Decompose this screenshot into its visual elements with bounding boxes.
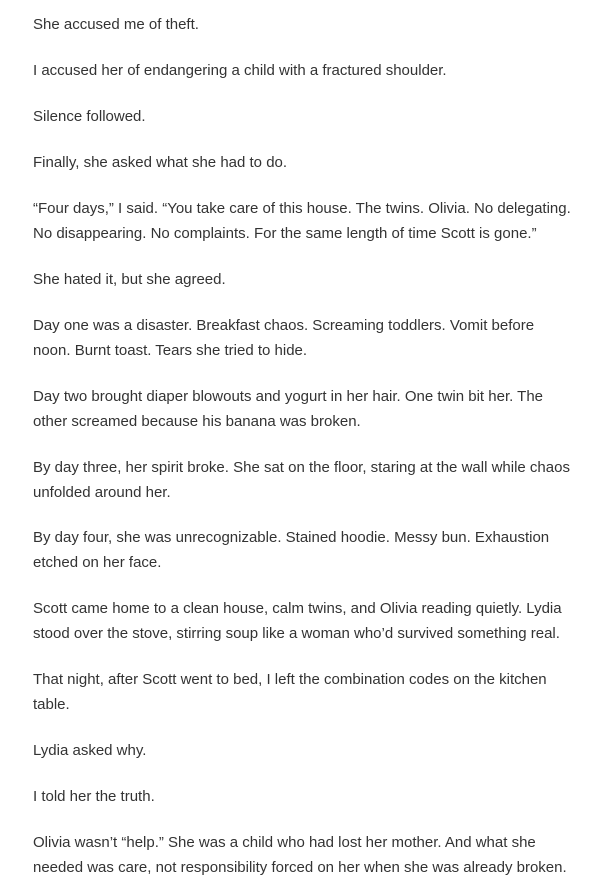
paragraph-line: Scott came home to a clean house, calm twins, and Olivia reading quietly. Lydia — [33, 600, 562, 617]
paragraph-line: She accused me of theft. — [33, 16, 199, 33]
paragraph-theft — [33, 12, 199, 37]
paragraph-line: I told her the truth. — [33, 788, 155, 805]
paragraph-line: By day four, she was unrecognizable. Stained hoodie. Messy bun. Exhaustion — [33, 529, 550, 546]
paragraph-line: She hated it, but she agreed. — [33, 271, 226, 288]
paragraph-day-three — [33, 455, 570, 505]
paragraph-that-night — [33, 667, 547, 717]
paragraph-agreed — [33, 267, 226, 292]
paragraph-scott-home — [33, 596, 562, 646]
paragraph-line: noon. Burnt toast. Tears she tried to hide. — [33, 342, 308, 359]
paragraph-day-four — [33, 525, 549, 575]
paragraph-line: unfolded around her. — [33, 484, 171, 501]
paragraph-truth — [33, 784, 155, 809]
paragraph-line: needed was care, not responsibility forced on her when she was already broken. — [33, 859, 567, 876]
paragraph-silence — [33, 104, 146, 129]
paragraph-line: By day three, her spirit broke. She sat on the floor, staring at the wall while chaos — [33, 459, 570, 476]
paragraph-lydia-asked — [33, 738, 146, 763]
paragraph-day-two — [33, 384, 543, 434]
paragraph-line: Day two brought diaper blowouts and yogurt in her hair. One twin bit her. The — [33, 388, 544, 405]
paragraph-line: Lydia asked why. — [33, 742, 147, 759]
paragraph-line: Finally, she asked what she had to do. — [33, 154, 288, 171]
paragraph-line: Olivia wasn’t “help.” She was a child who had lost her mother. And what she — [33, 834, 536, 851]
paragraph-line: I accused her of endangering a child with a fractured shoulder. — [33, 62, 447, 79]
paragraph-four-days — [33, 196, 571, 246]
paragraph-line: “Four days,” I said. “You take care of this house. The twins. Olivia. No delegating. — [33, 200, 571, 217]
paragraph-olivia — [33, 830, 567, 880]
paragraph-line: etched on her face. — [33, 554, 162, 571]
paragraph-line: stood over the stove, stirring soup like a woman who’d survived something real. — [33, 625, 560, 642]
paragraph-line: other screamed because his banana was broken. — [33, 413, 361, 430]
paragraph-line: Day one was a disaster. Breakfast chaos. Screaming toddlers. Vomit before — [33, 317, 535, 334]
paragraph-line: Silence followed. — [33, 108, 146, 125]
paragraph-endangering — [33, 58, 447, 83]
paragraph-line: table. — [33, 696, 70, 713]
paragraph-finally — [33, 150, 287, 175]
paragraph-day-one — [33, 313, 534, 363]
paragraph-line: That night, after Scott went to bed, I left the combination codes on the kitchen — [33, 671, 547, 688]
paragraph-line: No disappearing. No complaints. For the same length of time Scott is gone.” — [33, 225, 537, 242]
